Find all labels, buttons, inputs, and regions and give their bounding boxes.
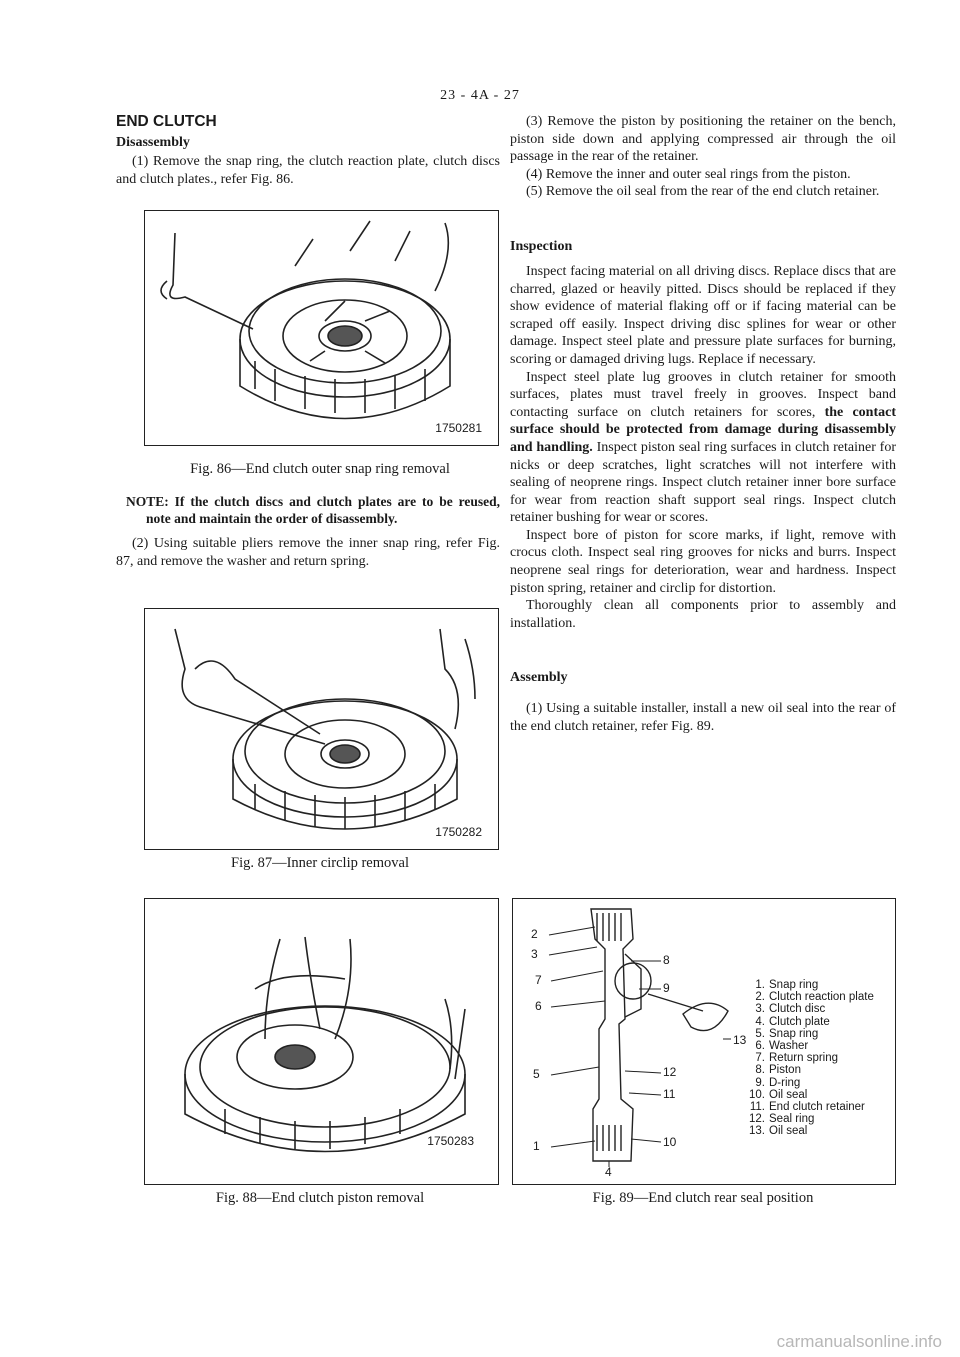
legend-label: Washer — [769, 1040, 809, 1053]
figure-89-caption: Fig. 89—End clutch rear seal position — [592, 1190, 814, 1206]
legend-item — [745, 1003, 874, 1015]
legend-label: Clutch plate — [769, 1015, 830, 1028]
figure-86-illustration — [145, 211, 498, 445]
figure-86-caption: Fig. 86—End clutch outer snap ring removal — [190, 461, 450, 477]
subsection-disassembly: Disassembly — [116, 135, 190, 150]
figure-87-id: 1750282 — [435, 825, 482, 839]
inspection-paragraph-2-start: Inspect steel plate lug grooves in clutch retainer for smooth surfaces, plates must travel freely in grooves. Inspect band contacting surface on clutch retainers for scores, — [510, 369, 896, 420]
inspection-paragraph-2 — [510, 369, 896, 527]
legend-item — [745, 1077, 874, 1089]
legend-number: 6. — [755, 1040, 765, 1053]
section-title: END CLUTCH — [116, 113, 217, 130]
legend-label: Oil seal — [769, 1088, 808, 1101]
legend-label: Piston — [769, 1064, 801, 1077]
step-3: (3) Remove the piston by positioning the retainer on the bench, piston side down and applying compressed air through the oil passage in the rear of the retainer. — [510, 114, 896, 165]
legend-item — [745, 1125, 874, 1137]
footer-watermark: carmanualsonline.info — [776, 1332, 942, 1351]
legend-number: 9. — [755, 1076, 765, 1089]
note: NOTE: If the clutch discs and clutch plates are to be reused, note and maintain the order of disassembly. — [126, 494, 500, 526]
legend-label: Seal ring — [769, 1113, 815, 1126]
legend-item — [745, 1028, 874, 1040]
legend-label: Return spring — [769, 1052, 839, 1065]
legend-number: 5. — [755, 1027, 765, 1040]
legend-item — [745, 1040, 874, 1052]
step-5: (5) Remove the oil seal from the rear of the end clutch retainer. — [526, 184, 880, 200]
legend-item — [745, 979, 874, 991]
legend-label: Clutch reaction plate — [769, 991, 874, 1004]
legend-label: Snap ring — [769, 1027, 819, 1040]
callout-12: 12 — [663, 1065, 677, 1079]
inspection-paragraph-3: Inspect bore of piston for score marks, if light, remove with crocus cloth. Inspect seal ring grooves for nicks and burrs. Inspect neoprene seal rings for deterioration, wear and hardness. Inspect piston spring, retainer and circlip for distortion. — [510, 527, 896, 596]
callout-11: 11 — [663, 1087, 676, 1101]
legend-number: 12. — [749, 1113, 765, 1126]
callout-3: 3 — [531, 947, 538, 961]
inspection-paragraph-2-emphasis: the contact surface should be protected from damage during disassembly and handling. — [510, 404, 896, 455]
legend-number: 11. — [749, 1101, 765, 1114]
right-column — [510, 113, 896, 736]
legend-item — [745, 1064, 874, 1076]
legend-label: Oil seal — [769, 1125, 808, 1138]
legend-item — [745, 991, 874, 1003]
legend-number: 1. — [755, 979, 765, 991]
legend-label: D-ring — [769, 1076, 801, 1089]
inspection-paragraph-2-end: Inspect piston seal ring surfaces in clutch retainer for nicks or deep scratches, light scratches will not interfere with sealing of neoprene rings. Inspect clutch retainer inner bore surface for wear from reaction shaft support seal rings. Inspect clutch retainer bushing for wear or scores. — [510, 439, 896, 526]
figure-88 — [144, 898, 499, 1185]
callout-10: 10 — [663, 1135, 677, 1149]
legend-item — [745, 1016, 874, 1028]
legend-item — [745, 1052, 874, 1064]
subsection-assembly: Assembly — [510, 670, 568, 686]
step-4: (4) Remove the inner and outer seal rings from the piston. — [526, 166, 851, 182]
legend-number: 10. — [749, 1088, 765, 1101]
callout-2: 2 — [531, 927, 538, 941]
callout-4: 4 — [605, 1165, 612, 1179]
figure-87 — [144, 608, 499, 850]
legend-number: 4. — [755, 1015, 765, 1028]
callout-13: 13 — [733, 1033, 747, 1047]
figure-87-caption: Fig. 87—Inner circlip removal — [231, 855, 409, 871]
figure-89-legend — [745, 979, 874, 1138]
callout-7: 7 — [535, 973, 542, 987]
legend-number: 7. — [755, 1052, 765, 1065]
step-1: (1) Remove the snap ring, the clutch reaction plate, clutch discs and clutch plates., refer Fig. 86. — [116, 154, 500, 187]
callout-1: 1 — [533, 1139, 540, 1153]
inspection-paragraph-1: Inspect facing material on all driving discs. Replace discs that are charred, glazed or heavily pitted. Discs should be replaced if they show evidence of material flaking off or if facing material can be scraped off easily. Inspect driving disc splines for wear or other damage. Inspect steel plate and pressure plate surfaces for burning, scoring or damaged driving lugs. Replace if necessary. — [510, 263, 896, 367]
legend-number: 2. — [755, 991, 765, 1004]
page-number: 23 - 4A - 27 — [440, 88, 520, 103]
legend-item — [745, 1113, 874, 1125]
legend-item — [745, 1101, 874, 1113]
figure-89 — [512, 898, 896, 1185]
inspection-paragraph-4: Thoroughly clean all components prior to assembly and installation. — [510, 598, 896, 631]
left-column-top — [116, 113, 500, 188]
left-column-mid — [116, 493, 500, 570]
legend-number: 13. — [749, 1125, 765, 1138]
legend-number: 8. — [755, 1064, 765, 1077]
callout-5: 5 — [533, 1067, 540, 1081]
callout-9: 9 — [663, 981, 670, 995]
callout-6: 6 — [535, 999, 542, 1013]
figure-87-illustration — [145, 609, 498, 849]
figure-88-id: 1750283 — [427, 1134, 474, 1148]
figure-86-id: 1750281 — [435, 421, 482, 435]
assembly-step-1: (1) Using a suitable installer, install a new oil seal into the rear of the end clutch retainer, refer Fig. 89. — [510, 701, 896, 735]
subsection-inspection: Inspection — [510, 238, 573, 254]
figure-88-caption: Fig. 88—End clutch piston removal — [215, 1190, 425, 1206]
legend-label: End clutch retainer — [769, 1101, 865, 1114]
figure-86 — [144, 210, 499, 446]
callout-8: 8 — [663, 953, 670, 967]
legend-label: Snap ring — [769, 979, 819, 991]
legend-number: 3. — [755, 1003, 765, 1016]
legend-label: Clutch disc — [769, 1003, 826, 1016]
step-2: (2) Using suitable pliers remove the inner snap ring, refer Fig. 87, and remove the washer and return spring. — [116, 536, 500, 569]
legend-item — [745, 1089, 874, 1101]
